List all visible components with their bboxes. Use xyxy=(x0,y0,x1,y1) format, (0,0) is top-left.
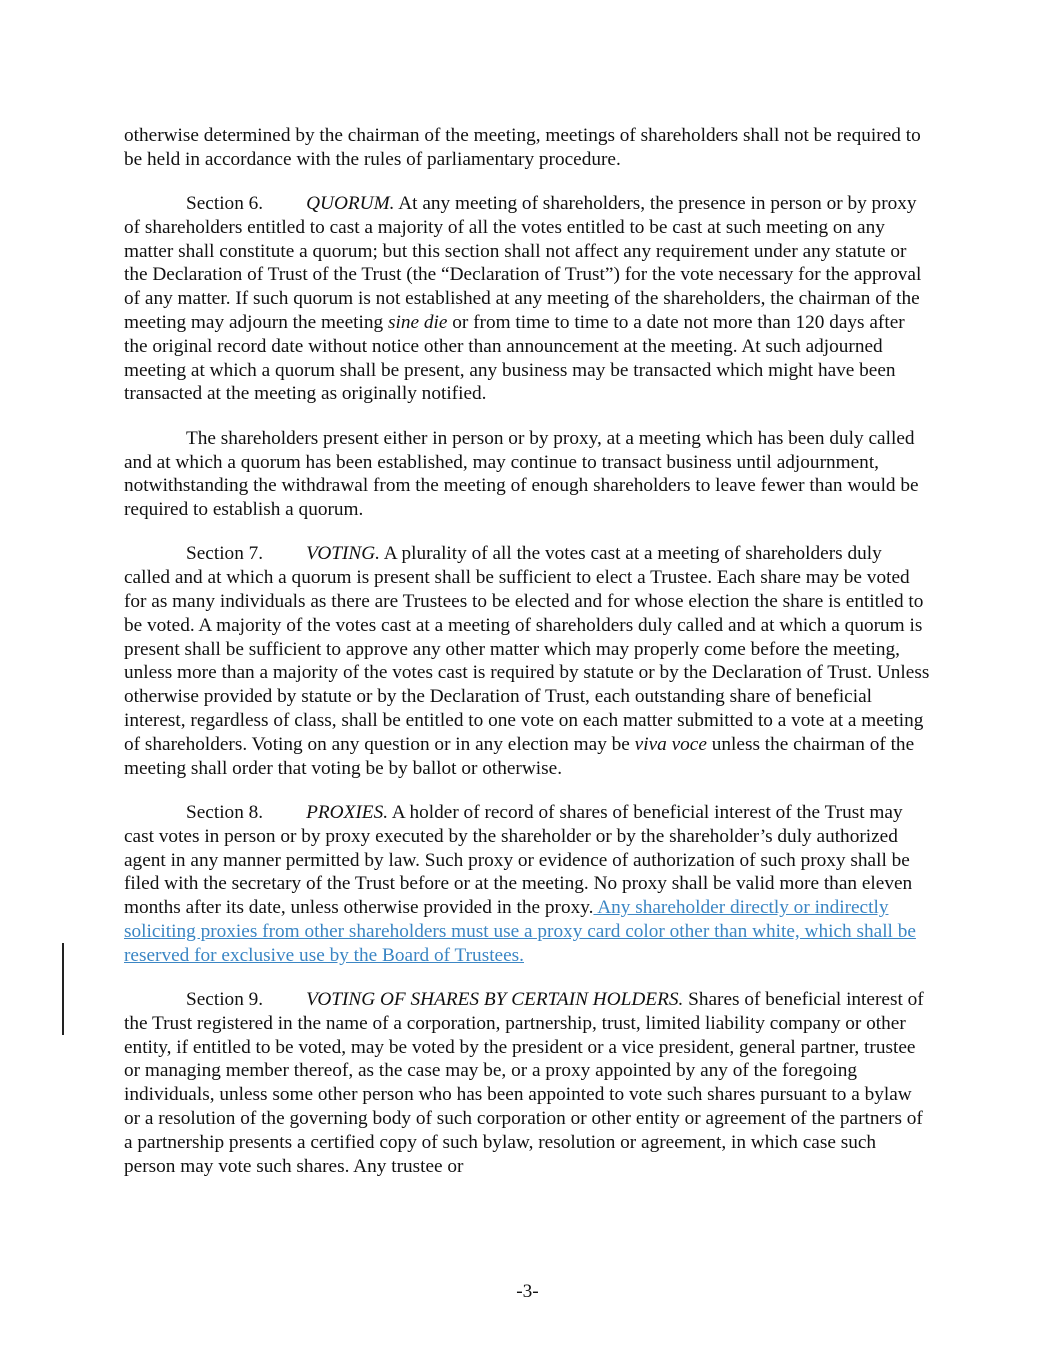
section-7-text-b: unless the chairman of the meeting shall order that voting be by ballot or otherwise. xyxy=(124,733,915,779)
section-9-paragraph xyxy=(124,988,930,1178)
section-9-text-a: Shares of beneficial interest of the Trust registered in the name of a corporation, partnership, trust, limited liability company or other entity, if entitled to be voted, may be voted by the president or a vice president, general partner, trustee or managing member thereof, as the case may be, or a proxy appointed by any of the foregoing individuals, unless some other person who has been appointed to vote such shares pursuant to a bylaw or a resolution of the governing body of such corporation or other entity or agreement of the partners of a partnership presents a certified copy of such bylaw, resolution or agreement, in which case such person may vote such shares. Any trustee or xyxy=(124,989,924,1177)
section-7-label: Section 7. xyxy=(186,543,264,565)
section-8-label: Section 8. xyxy=(186,801,264,823)
revision-change-bar xyxy=(62,943,64,1035)
section-7-heading: VOTING. xyxy=(306,543,381,565)
section-9-label: Section 9. xyxy=(186,989,264,1010)
document-body xyxy=(124,124,930,1199)
section-7-paragraph xyxy=(124,542,930,780)
section-6-paragraph-2 xyxy=(124,427,930,522)
section-7-text-a: A plurality of all the votes cast at a meeting of shareholders duly called and at which a quorum is present shall be sufficient to elect a Trustee. Each share may be voted for as many individuals as there are Trustees to be elected and for whose election the share is entitled to be voted. A majority of the votes cast at a meeting of shareholders duly called and at which a quorum is present shall be sufficient to approve any other matter which may properly come before the meeting, unless more than a majority of the votes cast is required by statute or by the Declaration of Trust. Unless otherwise provided by statute or by the Declaration of Trust, each outstanding share of beneficial interest, regardless of class, shall be entitled to one vote on each matter submitted to a vote at a meeting of shareholders. Voting on any question or in any election may be xyxy=(124,543,930,755)
section-8-text-a: A holder of record of shares of beneficial interest of the Trust may cast votes in person or by proxy executed by the shareholder or by the shareholder’s duly authorized agent in any manner permitted by law. Such proxy or evidence of authorization of such proxy shall be filed with the secretary of the Trust before or at the meeting. No proxy shall be valid more than eleven months after its date, unless otherwise provided in the proxy. xyxy=(124,801,913,919)
section-6-para2-text: The shareholders present either in person or by proxy, at a meeting which has been duly called and at which a quorum has been established, may continue to transact business until adjournment, notwithstanding the withdrawal from the meeting of enough shareholders to leave fewer than would be required to establish a quorum. xyxy=(124,427,919,521)
section-6-text-a: At any meeting of shareholders, the presence in person or by proxy of shareholders entitled to cast a majority of all the votes entitled to be cast at such meeting on any matter shall constitute a quorum; but this section shall not affect any requirement under any statute or the Declaration of Trust of the Trust (the “Declaration of Trust”) for the vote necessary for the approval of any matter. If such quorum is not established at any meeting of the shareholders, the chairman of the meeting may adjourn the meeting xyxy=(124,193,922,334)
section-6-text-b: or from time to time to a date not more than 120 days after the original record date without notice other than announcement at the meeting. At such adjourned meeting at which a quorum shall be present, any business may be transacted which might have been transacted at the meeting as originally notified. xyxy=(124,312,905,405)
section-6-italic: sine die xyxy=(387,312,448,334)
section-8-heading: PROXIES. xyxy=(306,801,389,823)
section-6-heading: QUORUM. xyxy=(306,193,395,215)
section-9-heading: VOTING OF SHARES BY CERTAIN HOLDERS. xyxy=(306,989,684,1010)
page-number: -3- xyxy=(516,1281,539,1302)
section-7-italic: viva voce xyxy=(634,733,707,755)
continuation-text: otherwise determined by the chairman of the meeting, meetings of shareholders shall not be required to be held in accordance with the rules of parliamentary procedure. xyxy=(124,125,921,170)
section-6-label: Section 6. xyxy=(186,193,264,215)
section-6-paragraph xyxy=(124,192,930,406)
continuation-paragraph xyxy=(124,124,930,172)
section-8-inserted-text: Any shareholder directly or indirectly soliciting proxies from other shareholders must use a proxy card color other than white, which shall be reserved for exclusive use by the Board of Trustees. xyxy=(124,897,916,966)
section-8-paragraph xyxy=(124,801,930,968)
